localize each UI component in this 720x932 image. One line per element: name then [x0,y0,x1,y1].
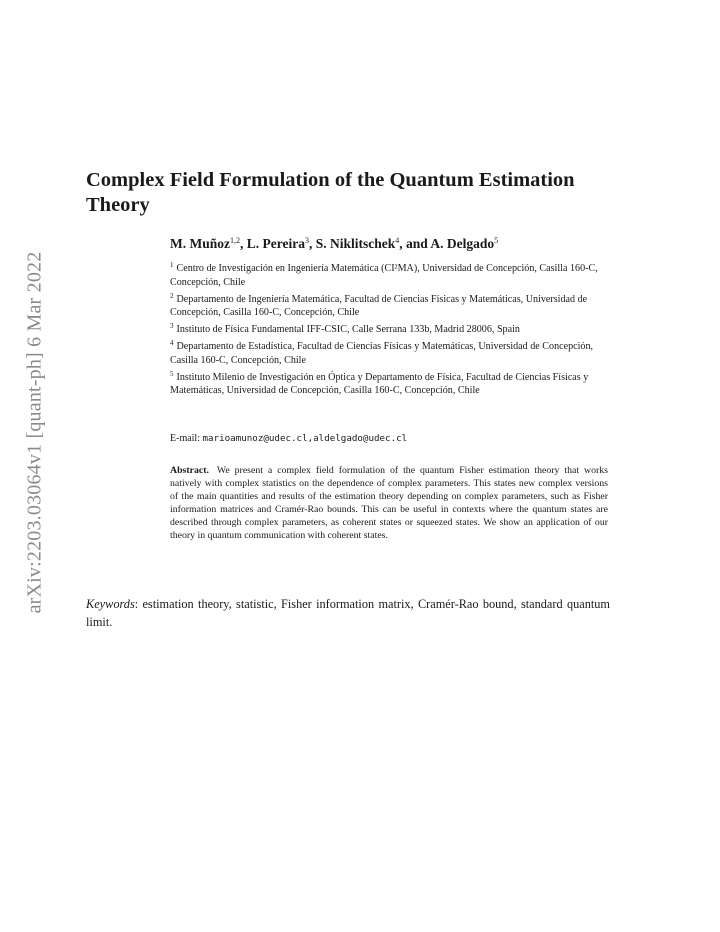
author-affil-marker: 3 [304,236,309,245]
author-affil-marker: 5 [494,236,499,245]
author-list [170,236,630,252]
author-name: S. Niklitschek [315,236,396,251]
email-addresses[interactable]: marioamunoz@udec.cl,aldelgado@udec.cl [202,433,408,444]
affiliation-text: Departamento de Estadística, Facultad de Ciencias Físicas y Matemáticas, Universidad de Concepción, Casilla 160-C, Concepción, Chile [170,340,594,366]
author-separator: , and [399,236,431,251]
contact-email [170,433,610,444]
author-affil-marker: 1,2 [230,236,240,245]
affiliation-marker: 3 [170,322,174,331]
author-name: M. Muñoz [170,236,230,251]
author-1 [170,236,247,251]
author-name: A. Delgado [430,236,495,251]
affiliation-1 [170,259,612,290]
affiliation-marker: 2 [170,291,174,300]
affiliation-4 [170,337,612,368]
affiliation-3 [170,320,612,337]
arxiv-stamp-text: arXiv:2203.03064v1 [quant-ph] 6 Mar 2022 [23,251,46,613]
author-affil-marker: 4 [395,236,400,245]
affiliation-text: Departamento de Ingeniería Matemática, Facultad de Ciencias Físicas y Matemáticas, Universidad de Concepción, Casilla 160-C, Concepción, Chile [170,293,588,319]
affiliation-marker: 4 [170,338,174,347]
arxiv-stamp [17,216,53,648]
keywords-text: : estimation theory, statistic, Fisher information matrix, Cramér-Rao bound, standard quantum limit. [86,597,610,629]
affiliation-2 [170,290,612,321]
affiliation-text: Centro de Investigación en Ingeniería Matemática (CI²MA), Universidad de Concepción, Casilla 160-C, Concepción, Chile [170,263,598,288]
affiliation-marker: 5 [170,369,174,378]
affiliation-list [170,259,612,398]
author-3 [316,236,431,251]
author-2 [247,236,316,251]
abstract [170,464,608,542]
keywords [86,596,610,631]
keywords-label: Keywords [86,597,135,611]
abstract-label: Abstract. [170,465,209,476]
paper-title: Complex Field Formulation of the Quantum Estimation Theory [86,169,575,216]
author-separator: , [308,236,316,251]
abstract-text: We present a complex field formulation of the quantum Fisher estimation theory that works natively with complex statistics on the dependence of complex parameters. This states new complex versions of the main quantities and results of the estimation theory depending on complex parameters, such as Fisher information matrices and Cramér-Rao bounds. This can be useful in contexts where the quantum states are described through complex parameters, as coherent states or squeezed states. We show an application of our theory in quantum communication with coherent states. [170,465,608,541]
email-label: E-mail: [170,433,203,444]
affiliation-marker: 1 [170,261,174,269]
affiliation-5 [170,368,612,399]
author-4 [430,236,498,251]
author-name: L. Pereira [246,236,305,251]
affiliation-text: Instituto Milenio de Investigación en Óptica y Departamento de Física, Facultad de Ciencias Físicas y Matemáticas, Universidad de Concepción, Casilla 160-C, Concepción, Chile [170,371,589,397]
author-separator: , [240,236,247,251]
affiliation-text: Instituto de Física Fundamental IFF-CSIC, Calle Serrana 133b, Madrid 28006, Spain [176,324,520,336]
